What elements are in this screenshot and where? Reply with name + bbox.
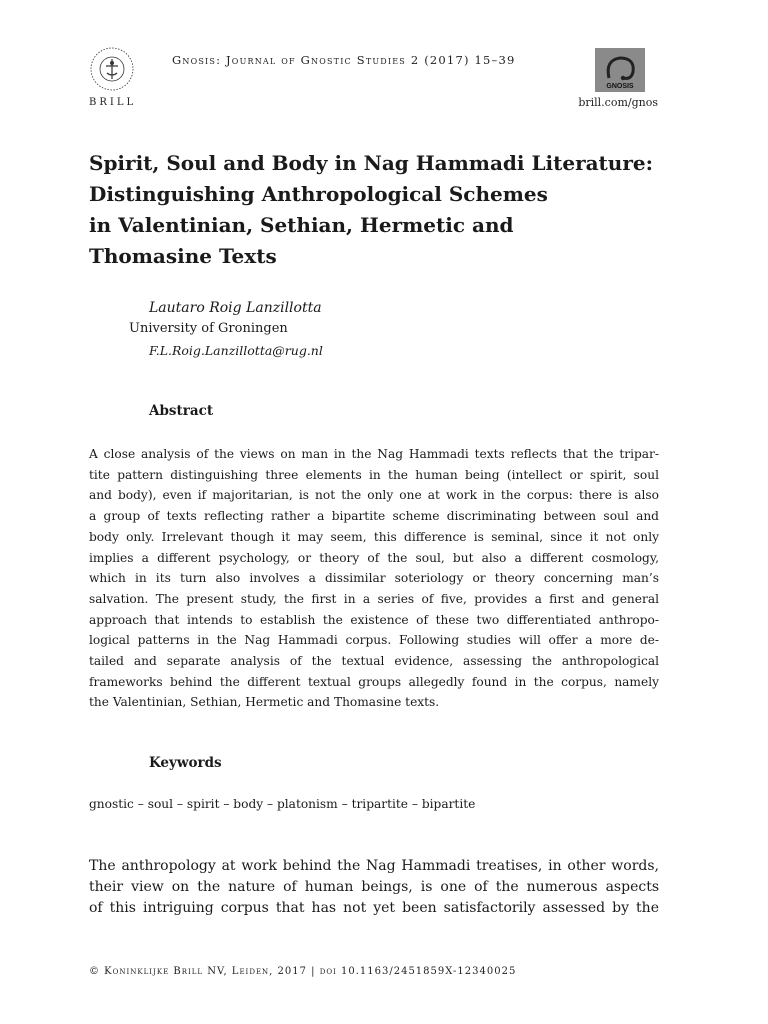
abstract-line: the Valentinian, Sethian, Hermetic and Thomasine texts. bbox=[89, 695, 440, 710]
abstract-line: A close analysis of the views on man in the Nag Hammadi texts reflects that the tripar- bbox=[89, 447, 659, 461]
author-affiliation: University of Groningen bbox=[129, 321, 288, 336]
body-line: of this intriguing corpus that has not yet been satisfactorily assessed by the bbox=[89, 900, 659, 916]
title-line: in Valentinian, Sethian, Hermetic and bbox=[89, 213, 514, 237]
abstract-line: which in its turn also involves a dissimilar soteriology or theory concerning man’s bbox=[89, 571, 659, 586]
abstract-line: tite pattern distinguishing three elements in the human being (intellect or spirit, soul bbox=[89, 467, 659, 482]
abstract-line: frameworks behind the different textual groups allegedly found in the corpus, namely bbox=[89, 674, 659, 689]
author-email[interactable]: F.L.Roig.Lanzillotta@rug.nl bbox=[149, 343, 323, 358]
logo-text: GNOSIS bbox=[606, 83, 634, 90]
gnosis-journal-logo bbox=[595, 48, 645, 92]
title-line: Thomasine Texts bbox=[89, 244, 277, 268]
abstract-line: body only. Irrelevant though it may seem, this difference is seminal, since it not only bbox=[89, 529, 659, 544]
abstract-line: tailed and separate analysis of the textual evidence, assessing the anthropological bbox=[89, 654, 659, 669]
body-line: The anthropology at work behind the Nag Hammadi treatises, in other words, bbox=[89, 858, 659, 874]
abstract-line: salvation. The present study, the first in a series of five, provides a first and general bbox=[89, 591, 659, 606]
publisher-name: BRILL bbox=[89, 97, 137, 108]
copyright-footer: © Koninklijke Brill NV, Leiden, 2017 | doi 10.1163/2451859X-12340025 bbox=[89, 966, 517, 977]
body-line: their view on the nature of human beings, is one of the numerous aspects bbox=[89, 879, 659, 895]
brill-seal-logo bbox=[89, 46, 135, 92]
abstract-heading: Abstract bbox=[149, 403, 214, 419]
journal-citation: Gnosis: Journal of Gnostic Studies 2 (2017) 15–39 bbox=[172, 53, 516, 67]
title-line: Distinguishing Anthropological Schemes bbox=[89, 182, 548, 206]
keywords-heading: Keywords bbox=[149, 755, 222, 771]
author-name: Lautaro Roig Lanzillotta bbox=[149, 300, 322, 316]
abstract-line: implies a different psychology, or theory of the soul, but also a different cosmology, bbox=[89, 550, 659, 565]
title-line: Spirit, Soul and Body in Nag Hammadi Literature: bbox=[89, 151, 653, 175]
abstract-line: a group of texts reflecting rather a bipartite scheme discriminating between soul and bbox=[89, 509, 659, 524]
journal-url[interactable]: brill.com/gnos bbox=[578, 96, 658, 109]
abstract-text bbox=[89, 444, 659, 713]
body-paragraph bbox=[89, 856, 659, 919]
keywords-list: gnostic – soul – spirit – body – platonism – tripartite – bipartite bbox=[89, 797, 476, 811]
article-title bbox=[89, 148, 689, 272]
abstract-line: and body), even if majoritarian, is not the only one at work in the corpus: there is also bbox=[89, 488, 659, 503]
abstract-line: approach that intends to establish the existence of these two differentiated anthropo- bbox=[89, 612, 659, 627]
abstract-line: logical patterns in the Nag Hammadi corpus. Following studies will offer a more de- bbox=[89, 633, 659, 648]
